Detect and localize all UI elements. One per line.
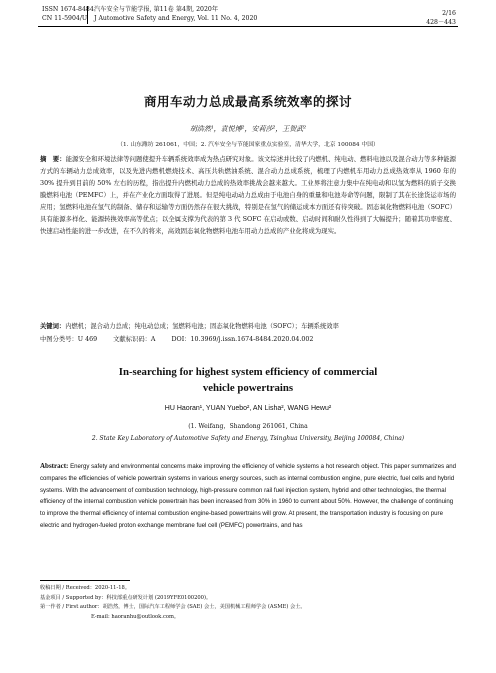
issue-page: 2/16 (442, 10, 456, 17)
header-rule (38, 26, 458, 27)
journal-cn: 汽车安全与节能学报, 第11卷 第4期, 2020年 (94, 6, 219, 13)
english-affiliation-1: (1. Weifang，Shandong 261061, China (188, 423, 308, 430)
chinese-keywords-label: 关键词： (40, 323, 66, 330)
page-info (426, 9, 456, 27)
english-title-line1: In-searching for highest system efficiency of commercial (118, 366, 378, 378)
english-abstract (40, 461, 456, 532)
english-abstract-label: Abstract: (40, 462, 69, 470)
header-divider (87, 6, 88, 24)
page-range: 428－443 (426, 19, 456, 26)
english-authors: HU Haoran¹, YUAN Yuebo², AN Lisha², WANG Hewu² (164, 405, 332, 412)
journal-info (94, 5, 257, 23)
english-affiliation-2: 2. State Key Laboratory of Automotive Safety and Energy, Tsinghua University, Beijing 100084, China) (91, 435, 405, 442)
cn-number: CN 11-5904/U (42, 15, 88, 22)
chinese-affiliation: （1. 山东潍坊 261061，中国；2. 汽车安全与节能国家重点实验室，清华大学，北京 100084 中国） (117, 142, 379, 148)
footnote (40, 584, 460, 622)
issn: ISSN 1674-8484 (42, 6, 94, 13)
english-abstract-text: Energy safety and environmental concerns make improving the efficiency of vehicle systems a hot research object. This paper summarizes and compares the efficiencies of vehicle powertrain systems in various energy sources, such as internal combustion engine, pure electric, fuel cells and hybrid systems. With the advancement of combustion technology, high-pressure common rail fuel injection system, hybrid and other technologies, the thermal efficiency of the internal combustion vehicle powertrain has been increased from 30% in 1960 to current about 50%. However, the challenge of continuing to improve the thermal efficiency of internal combustion engine-based powertrains will grow. At present, the transportation industry is focusing on pure electric and hydrogen-fueled proton exchange membrane fuel cell (PEMFC) powertrains, and has (40, 463, 456, 529)
received-date: 收稿日期 / Received：2020-11-18。 (40, 585, 131, 591)
chinese-title: 商用车动力总成最高系统效率的探讨 (143, 94, 352, 109)
fund-info: 基金项目 / Supported by：科技部重点研发计划 (2019YFE0100200)。 (40, 594, 212, 601)
first-author-info: 第一作者 / First author：胡浩然，博士，国际汽车工程师学会 (SAE) 会士，美国机械工程师学会 (ASME) 会士。 (40, 604, 306, 610)
chinese-abstract (40, 153, 456, 237)
running-header (42, 5, 456, 35)
doi: DOI：10.3969/j.issn.1674-8484.2020.04.002 (171, 336, 314, 343)
classification-line (40, 334, 456, 343)
chinese-abstract-text: 能源安全和环境法律等问题使提升车辆系统效率成为热点研究对象。该文综述并比较了内燃机、纯电动、燃料电池以及混合动力等多种能源方式的车辆动力总成效率，以及先进内燃机燃烧技术、高压共轨燃油系统、混合动力总成系统，梳理了内燃机车用动力总成热效率从 1960 年的 30% 提升到目前的 50% 左右的历程，指出提升内燃机动力总成的热效率挑战会越来越大。工业界将注意力集中在纯电动和以氢为燃料的质子交换膜燃料电池（PEMFC）上，并在产业化方面取得了进展。但是纯电动动力总成由于电池自身的重量和电池寿命等问题，限制了其在长途货运市场的应用；氢燃料电池在氢气的制备、储存和运输等方面仍然存在很大挑战，特别是在氢气的储运成本方面还有待突破。固态氧化物燃料电池（SOFC）具有能源多样化、能源转换效率高等优点；以全属支撑为代表的第 3 代 SOFC 在启动或数、启动时间和耐久性得到了大幅提升；随着其功率密度、快速启动性能的进一步改进，在不久的将来，高效固态氧化物燃料电池车用动力总成的产业化将成为现实。 (40, 155, 457, 235)
chinese-abstract-label: 摘 要： (40, 155, 66, 163)
journal-en: J Automotive Safety and Energy, Vol. 11 No. 4, 2020 (94, 15, 258, 22)
footnote-rule (40, 580, 130, 581)
issn-block (42, 5, 94, 23)
document-code: 文献标识码：A (113, 336, 156, 343)
english-title-line2: vehicle powertrains (202, 382, 294, 394)
clc-number: 中图分类号：U 469 (40, 336, 98, 343)
chinese-authors: 胡浩然¹，袁悦博²，安莉莎²，王贺武² (189, 125, 307, 133)
author-email: E-mail: haoranhu@outlook.com。 (91, 613, 180, 620)
chinese-keywords (40, 322, 456, 332)
english-title (0, 364, 496, 396)
chinese-keywords-text: 内燃机；混合动力总成；纯电动总成；氢燃料电池；固态氧化物燃料电池（SOFC）；车辆系统效率 (65, 323, 339, 330)
